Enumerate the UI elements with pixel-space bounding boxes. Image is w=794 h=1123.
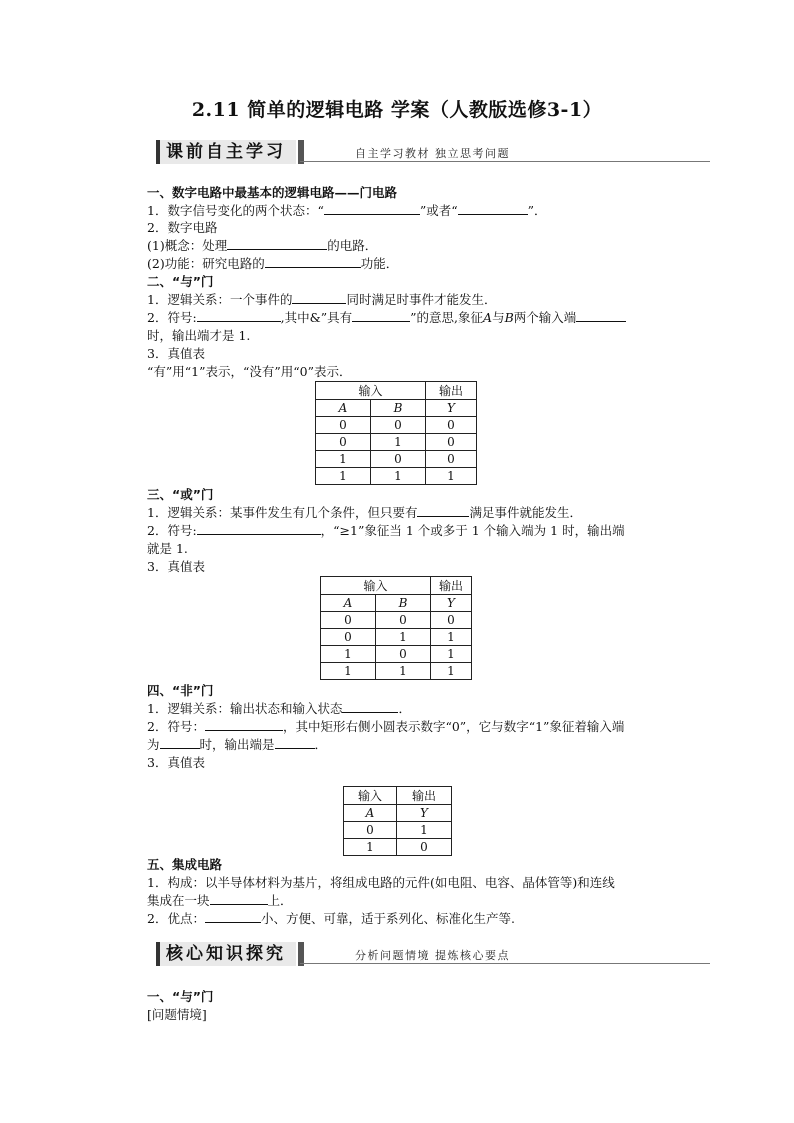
banner-label: 课前自主学习 [156,140,296,164]
text-line: 时，输出端才是 1. [147,328,251,343]
table-row: 0 1 0 [316,434,477,451]
table-row: 0 1 [344,822,452,839]
fill-blank[interactable] [227,237,327,250]
header-input: 输入 [321,577,431,595]
fill-blank[interactable] [342,700,398,713]
fill-blank[interactable] [576,309,626,322]
section-banner-explore [150,942,710,968]
truth-table-and [315,381,477,485]
text-line: 3．真值表 [147,755,205,770]
text-line: 2．符号： ，其中矩形右侧小圆表示数字“0”，它与数字“1”象征着输入端 [147,719,625,734]
fill-blank[interactable] [458,202,528,215]
text-line: 为 时，输出端是 ． [147,737,328,752]
header-input: 输入 [344,787,397,805]
text-line: 1．逻辑关系：某事件发生有几个条件，但只要有 满足事件就能发生． [147,505,582,520]
truth-table-or [320,576,472,680]
column-a: A [321,595,376,612]
column-y: Y [431,595,472,612]
header-output: 输出 [426,382,477,400]
fill-blank[interactable] [265,255,361,268]
text-line: [问题情境] [147,1007,207,1022]
column-y: Y [426,400,477,417]
column-a: A [316,400,371,417]
fill-blank[interactable] [275,736,315,749]
text-line: 3．真值表 [147,559,205,574]
table-row: 0 1 1 [321,629,472,646]
banner-subtitle: 分析问题情境 提炼核心要点 [355,949,510,962]
section-heading: 一、“与”门 [147,989,214,1004]
text-line: (1)概念：处理 的电路． [147,238,378,253]
fill-blank[interactable] [417,504,469,517]
text-line: 集成在一块 上． [147,893,293,908]
header-output: 输出 [431,577,472,595]
section-banner-preview [150,140,710,166]
fill-blank[interactable] [197,309,281,322]
text-line: (2)功能：研究电路的 功能． [147,256,399,271]
header-input: 输入 [316,382,426,400]
fill-blank[interactable] [292,291,346,304]
text-line: 1．逻辑关系：输出状态和输入状态 ． [147,701,411,716]
section-heading: 二、“与”门 [147,274,214,289]
table-row: 1 0 1 [321,646,472,663]
text-line: 2．符号: ,其中&”具有 ”的意思,象征A与B两个输入端 [147,309,626,326]
fill-blank[interactable] [205,718,283,731]
banner-subtitle: 自主学习教材 独立思考问题 [355,147,510,160]
table-row: 0 0 0 [321,612,472,629]
banner-divider [300,963,710,964]
truth-table-not [343,786,452,856]
section-heading: 三、“或”门 [147,487,214,502]
banner-label: 核心知识探究 [156,942,296,966]
table-row: 1 0 0 [316,451,477,468]
table-row: 0 0 0 [316,417,477,434]
text-line: 2．符号: ，“≥1”象征当 1 个或多于 1 个输入端为 1 时，输出端 [147,523,625,538]
text-line: 2．数字电路 [147,220,218,235]
section-heading: 五、集成电路 [147,857,223,872]
column-y: Y [397,805,452,822]
fill-blank[interactable] [324,202,420,215]
column-a: A [344,805,397,822]
table-row: 1 1 1 [321,663,472,680]
banner-divider [300,161,710,162]
text-line: 就是 1. [147,541,188,556]
column-b: B [371,400,426,417]
text-line: 1．构成：以半导体材料为基片，将组成电路的元件(如电阻、电容、晶体管等)和连线 [147,875,615,890]
table-row: 1 0 [344,839,452,856]
header-output: 输出 [397,787,452,805]
section-heading: 一、数字电路中最基本的逻辑电路——门电路 [147,185,398,200]
fill-blank[interactable] [352,309,410,322]
text-line: 2．优点： 小、方便、可靠，适于系列化、标准化生产等. [147,911,515,926]
text-line: 1．逻辑关系：一个事件的 同时满足时事件才能发生． [147,292,497,307]
text-line: 1．数字信号变化的两个状态：“ ”或者“ ”． [147,203,547,218]
table-row: 1 1 1 [316,468,477,485]
section-heading: 四、“非”门 [147,683,214,698]
fill-blank[interactable] [160,736,200,749]
text-line: “有”用“1”表示，“没有”用“0”表示． [147,364,352,379]
fill-blank[interactable] [197,522,321,535]
fill-blank[interactable] [210,892,268,905]
fill-blank[interactable] [205,910,261,923]
text-line: 3．真值表 [147,346,205,361]
page-title: 2.11 简单的逻辑电路 学案（人教版选修3-1） [191,99,603,121]
column-b: B [376,595,431,612]
